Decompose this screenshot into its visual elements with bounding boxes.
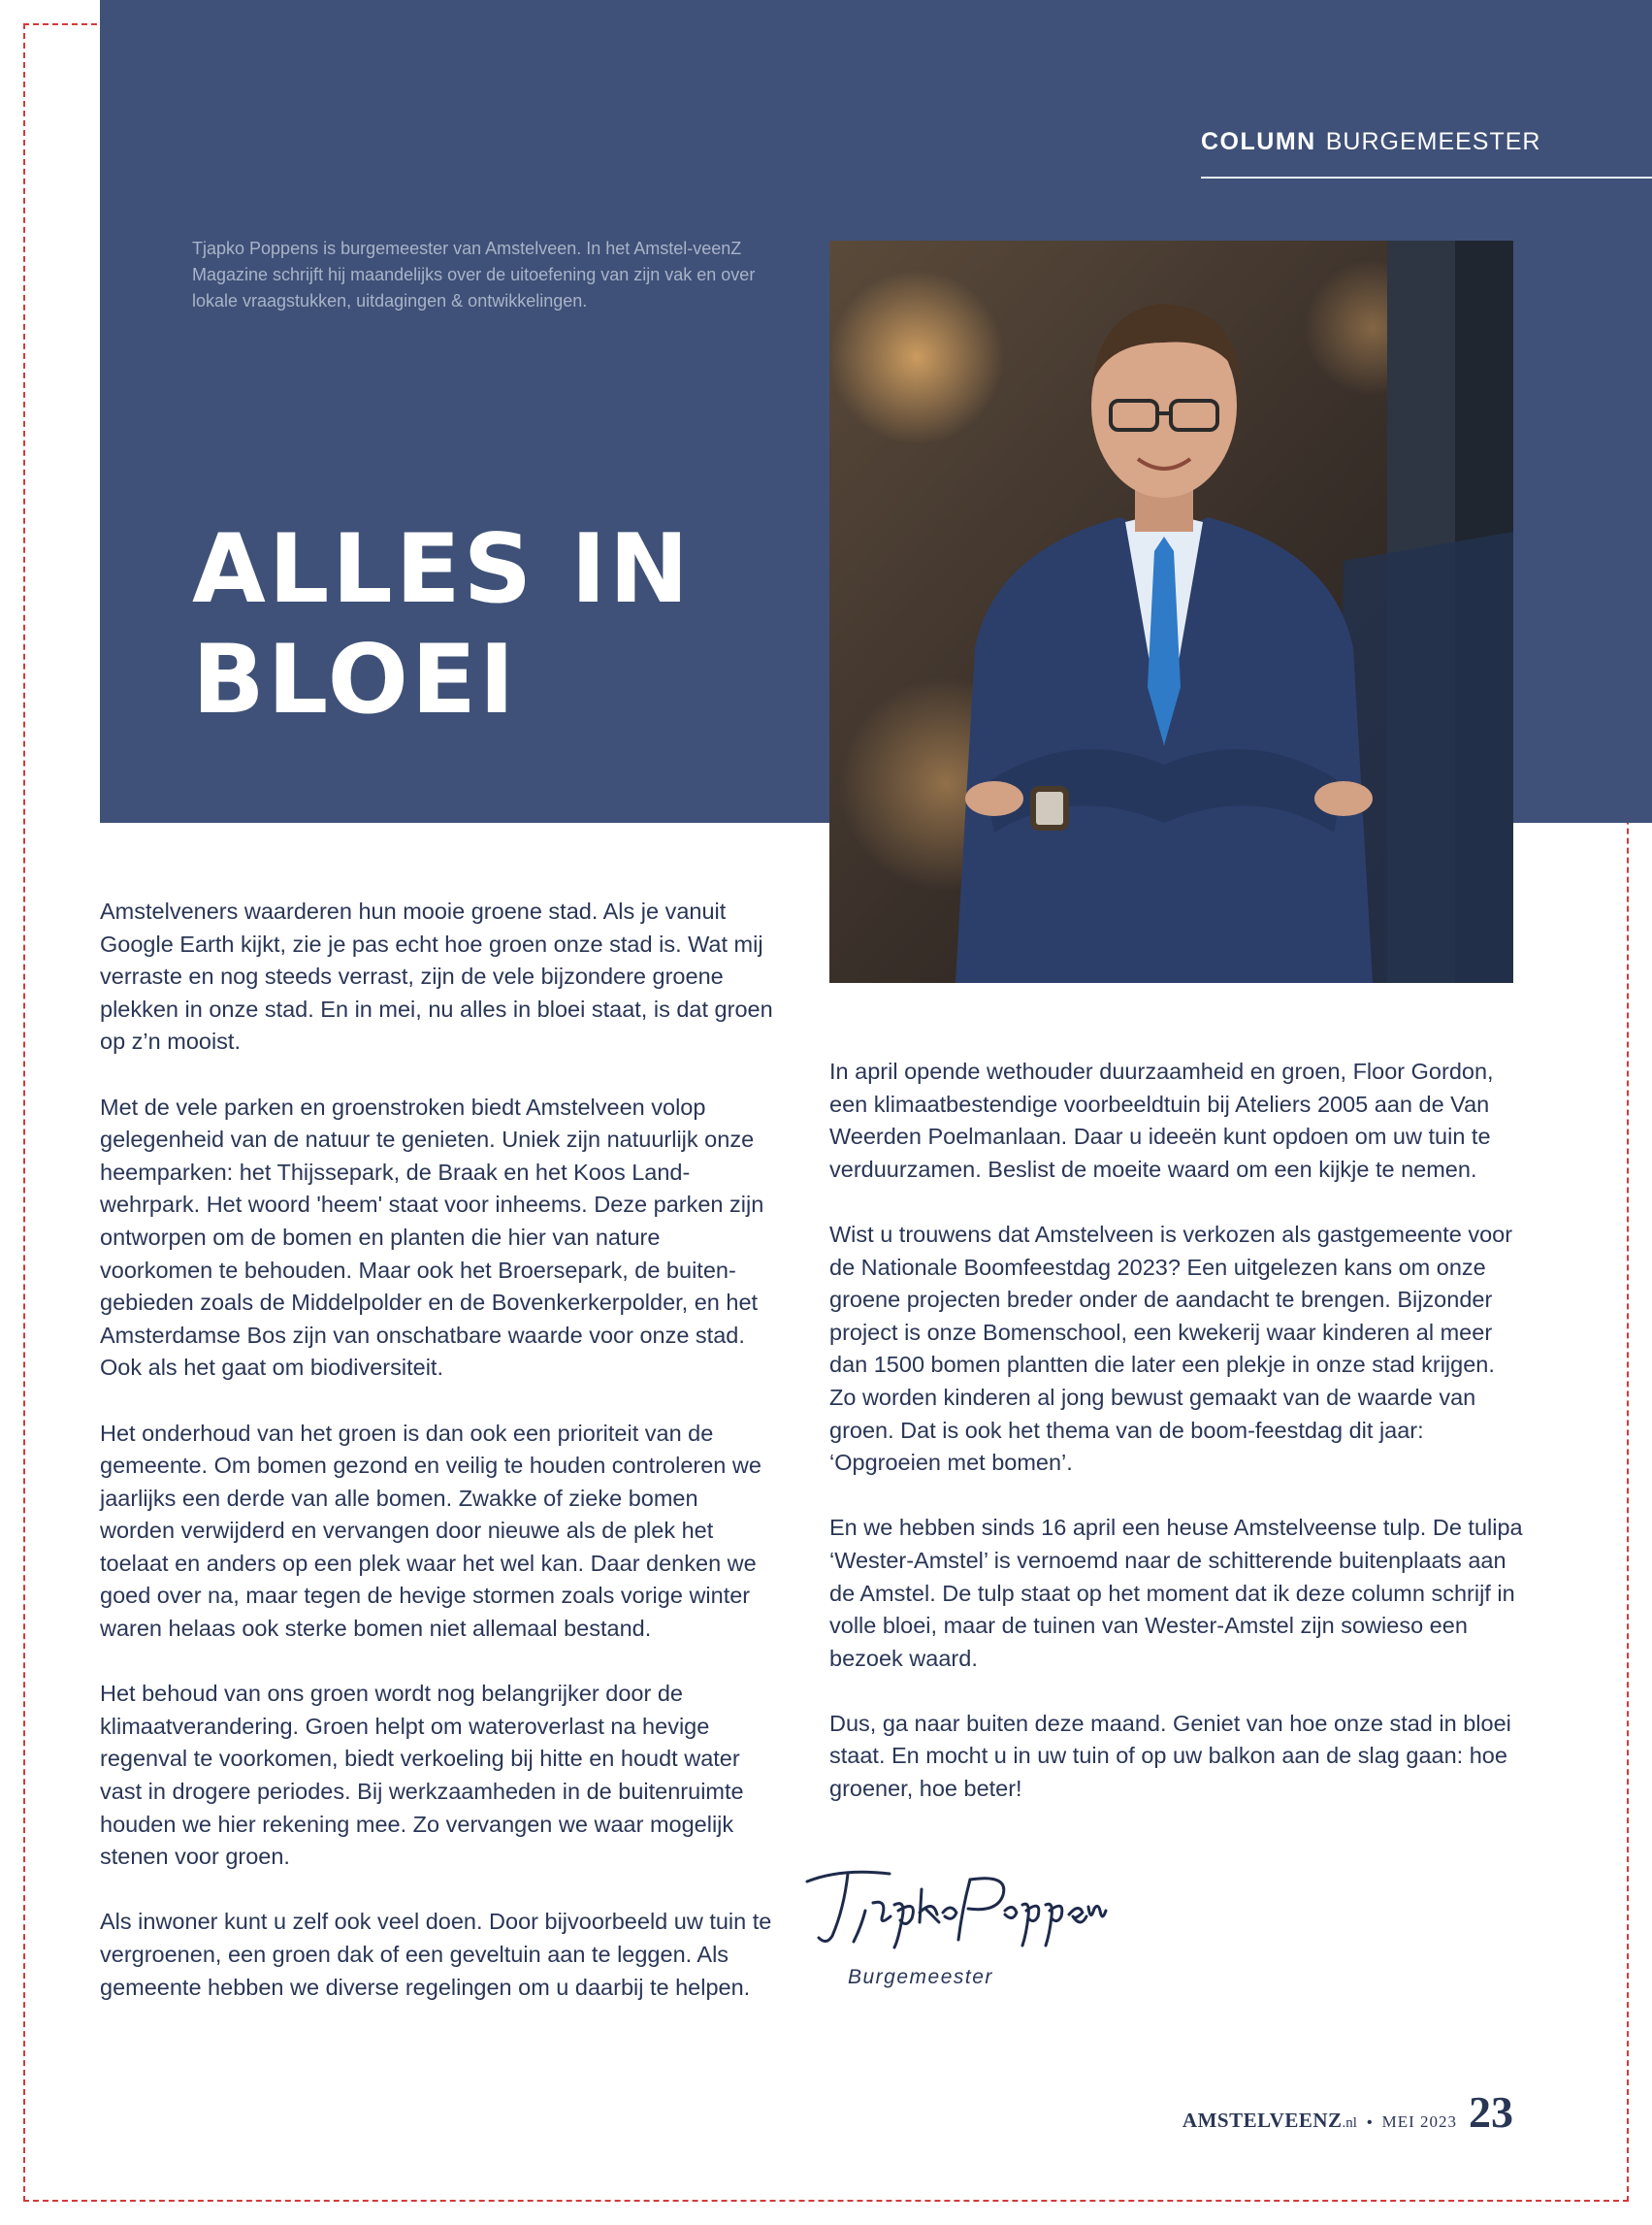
paragraph: Amstelveners waarderen hun mooie groene stad. Als je vanuit Google Earth kijkt, zie je pas echt hoe groen onze stad is. Wat mij verraste en nog steeds verrast, zijn de vele bijzondere groene plekken in onze stad. En in mei, nu alles in bloei staat, is dat groen op z’n mooist. [100,899,773,1055]
section-label-topic: BURGEMEESTER [1325,128,1541,155]
page-footer [1182,2086,1513,2144]
portrait-photo [829,241,1513,983]
article-title-line-2: BLOEI [192,625,518,736]
crop-mark-left [23,23,25,2202]
article-title [192,514,813,736]
section-label [1201,128,1652,179]
signature-icon [797,1860,1108,1949]
article-column-left [100,896,779,2037]
footer-issue: MEI 2023 [1381,2112,1457,2131]
crop-mark-bottom [23,2200,1629,2202]
portrait-photo-icon [829,241,1513,983]
paragraph: Het behoud van ons groen wordt nog belangrijker door de klimaatverandering. Groen helpt om wateroverlast na hevige regenval te voorkomen, biedt verkoeling bij hitte en houdt water vast in drogere periodes. Bij werkzaamheden in de buitenruimte houden we hier rekening mee. Zo vervangen we waar mogelijk stenen voor groen. [100,1681,744,1870]
signature [797,1860,1108,1949]
article-title-line-1: ALLES IN [192,514,692,625]
page-number: 23 [1469,2087,1513,2137]
footer-brand: AMSTELVEENZ [1182,2109,1343,2132]
signature-role: Burgemeester [848,1966,993,1988]
paragraph: Wist u trouwens dat Amstelveen is verkozen als gastgemeente voor de Nationale Boomfeestdag 2023? Een uitgelezen kans om onze groene projecten breder onder de aandacht te brengen. Bijzonder project is onze Bomenschool, een kwekerij waar kinderen al meer dan 1500 bomen plantten die later een plekje in onze stad krijgen. Zo worden kinderen al jong bewust gemaakt van de waarde van groen. Dat is ook het thema van de boom-feestdag dit jaar: ‘Opgroeien met bomen’. [829,1221,1513,1476]
section-label-column: COLUMN [1201,128,1316,155]
paragraph: Dus, ga naar buiten deze maand. Geniet van hoe onze stad in bloei staat. En mocht u in uw tuin of op uw balkon aan de slag gaan: hoe groener, hoe beter! [829,1710,1511,1802]
paragraph: Met de vele parken en groenstroken biedt Amstelveen volop gelegenheid van de natuur te genieten. Uniek zijn natuurlijk onze heemparken: het Thijssepark, de Braak en het Koos Land-wehrpark. Het woord 'heem' staat voor inheems. Deze parken zijn ontworpen om de bomen en planten die hier van nature voorkomen te behouden. Maar ook het Broersepark, de buiten-gebieden zoals de Middelpolder en de Bovenkerkerpolder, en het Amsterdamse Bos zijn van onschatbare waarde voor onze stad. Ook als het gaat om biodiversiteit. [100,1094,764,1381]
intro-text: Tjapko Poppens is burgemeester van Amstelveen. In het Amstel-veenZ Magazine schrijft hij maandelijks over de uitoefening van zijn vak en over lokale vraagstukken, uitdagingen & ontwikkelingen. [192,239,756,311]
footer-separator: • [1366,2114,1373,2131]
paragraph: Het onderhoud van het groen is dan ook een prioriteit van de gemeente. Om bomen gezond en veilig te houden controleren we jaarlijks een derde van alle bomen. Zwakke of zieke bomen worden verwijderd en vervangen door nieuwe als de plek het toelaat en anders op een plek waar het wel kan. Daar denken we goed over na, maar tegen de hevige stormen zoals vorige winter waren helaas ook sterke bomen niet allemaal bestand. [100,1420,761,1642]
footer-brand-suffix: .nl [1342,2115,1357,2131]
paragraph: En we hebben sinds 16 april een heuse Amstelveense tulp. De tulipa ‘Wester-Amstel’ is vernoemd naar de schitterende buitenplaats aan de Amstel. De tulp staat op het moment dat ik deze column schrijf in volle bloei, maar de tuinen van Wester-Amstel zijn sowieso een bezoek waard. [829,1515,1523,1671]
paragraph: Als inwoner kunt u zelf ook veel doen. Door bijvoorbeeld uw tuin te vergroenen, een groen dak of een geveltuin aan te leggen. Als gemeente hebben we diverse regelingen om u daarbij te helpen. [100,1909,772,2000]
article-column-right [829,1056,1523,1838]
paragraph: In april opende wethouder duurzaamheid en groen, Floor Gordon, een klimaatbestendige voorbeeldtuin bij Ateliers 2005 aan de Van Weerden Poelmanlaan. Daar u ideeën kunt opdoen om uw tuin te verduurzamen. Beslist de moeite waard om een kijkje te nemen. [829,1059,1494,1182]
